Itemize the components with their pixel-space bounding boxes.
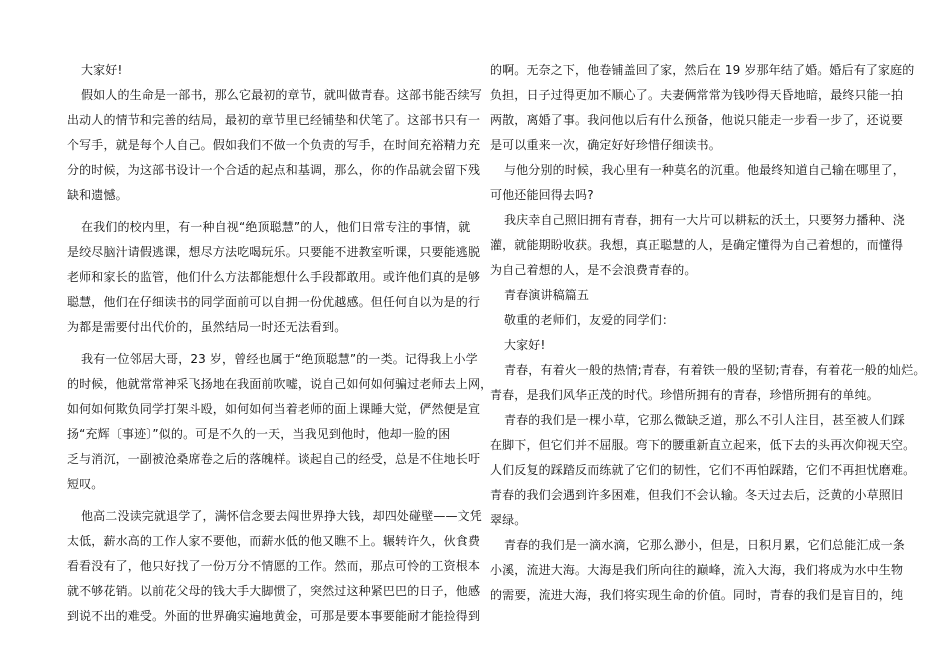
text-line: 到说不出的难受。外面的世界确实遍地黄金，可那是要本事要能耐才能捡得到 — [67, 609, 481, 623]
text-line: 为都是需要付出代价的，虽然结局一时还无法看到。 — [67, 320, 347, 334]
left-paragraphs — [67, 87, 493, 633]
text-line: 与他分别的时候，我心里有一种莫名的沉重。他最终知道自己输在哪里了， — [504, 163, 905, 177]
text-line: 的需要，流进大海，我们将实现生命的价值。同时，青春的我们是盲目的，纯 — [490, 588, 904, 602]
paragraph — [67, 219, 481, 344]
text-line: 为自己着想的人，是不会浪费青春的。 — [490, 263, 697, 277]
paragraph-gap — [67, 212, 460, 219]
text-line: 的啊。无奈之下，他卷铺盖回了家，然后在 19 岁那年结了婚。婚后有了家庭的 — [490, 63, 915, 77]
text-line: 我庆幸自己照旧拥有青春，拥有一大片可以耕耘的沃土，只要努力播种、浇 — [504, 213, 905, 227]
text-line: 在我们的校内里，有一种自视“绝顶聪慧”的人，他们日常专注的事情，就 — [81, 220, 471, 234]
text-line: 缺和遗憾。 — [67, 188, 128, 202]
text-line: 敬重的老师们，友爱的同学们： — [504, 313, 675, 327]
text-line: 分的时候，为这部书设计一个合适的起点和基调，那么，你的作品就会留下残 — [67, 163, 481, 177]
paragraph — [67, 508, 482, 633]
text-line: 扬“充辉〔事迹〕”似的。可是不久的一天，当我见到他时，他却一脸的困 — [67, 427, 451, 441]
text-line: 出动人的情节和完善的结局，最初的章节里已经铺垫和伏笔了。这部书只有一 — [67, 113, 481, 127]
text-line: 是可以重来一次，确定好好珍惜仔细读书。 — [490, 138, 721, 152]
greeting: 大家好! — [81, 63, 123, 77]
text-line: 大家好! — [504, 338, 546, 352]
text-line: 灌，就能期盼收获。我想，真正聪慧的人，是确定懂得为自己着想的，而懂得 — [490, 238, 904, 252]
text-line: 的时候，他就常常神采飞扬地在我面前吹嘘，说自己如何如何骗过老师去上网， — [67, 377, 493, 391]
text-line: 乏与消沉，一副被沧桑席卷之后的落魄样。谈起自己的经受，总是不住地长吁 — [67, 452, 481, 466]
paragraph — [67, 87, 482, 212]
text-line: 青春演讲稿篇五 — [504, 288, 590, 302]
text-line: 可他还能回得去吗? — [490, 188, 594, 202]
text-line: 人们反复的踩踏反而练就了它们的韧性，它们不再怕踩踏，它们不再担忧磨难。 — [490, 463, 916, 477]
left-column — [67, 62, 493, 633]
text-line: 青春的我们是一棵小草，它那么微缺乏道，那么不引人注目，甚至被人们踩 — [504, 413, 905, 427]
text-line: 假如人的生命是一部书，那么它最初的章节，就叫做青春。这部书能否续写 — [81, 88, 482, 102]
text-line: 青春，有着火一般的热情;青春，有着铁一般的坚韧;青春，有着花一般的灿烂。 — [504, 363, 926, 377]
text-line: 老师和家长的监管，他们什么方法都能想什么手段都敢用。或许他们真的是够 — [67, 270, 481, 284]
paragraph-gap — [67, 501, 460, 508]
text-line: 青春的我们会遇到许多困难，但我们不会认输。冬天过去后，泛黄的小草照旧 — [490, 488, 904, 502]
text-line: 青春的我们是一滴水滴，它那么渺小，但是，日积月累，它们总能汇成一条 — [504, 538, 905, 552]
text-line: 聪慧，他们在仔细读书的同学面前可以自拥一份优越感。但任何自以为是的行 — [67, 295, 481, 309]
paragraph-gap — [67, 344, 460, 351]
text-line: 两散，离婚了事。我问他以后有什么预备，他说只能走一步看一步了，还说要 — [490, 113, 904, 127]
text-line: 短叹。 — [67, 477, 104, 491]
text-line: 就不够花销。以前花父母的钱大手大脚惯了，突然过这种紧巴巴的日子，他感 — [67, 584, 481, 598]
text-line: 看看没有了，他只好找了一份万分不情愿的工作。然而，那点可怜的工资根本 — [67, 559, 481, 573]
text-line: 如何如何欺负同学打架斗殴，如何如何当着老师的面上课睡大觉，俨然便是宣 — [67, 402, 481, 416]
text-line: 他高二没读完就退学了，满怀信念要去闯世界挣大钱，却四处碰壁——文凭 — [81, 509, 482, 523]
text-line: 是绞尽脑汁请假逃课，想尽方法吃喝玩乐。只要能不进教室听课，只要能逃脱 — [67, 245, 481, 259]
paragraph — [67, 351, 493, 501]
text-line: 我有一位邻居大哥，23 岁，曾经也属于“绝顶聪慧”的一类。记得我上小学 — [81, 352, 478, 366]
text-line: 翠绿。 — [490, 513, 527, 527]
text-line: 负担，日子过得更加不顺心了。夫妻俩常常为钱吵得天昏地暗，最终只能一拍 — [490, 88, 904, 102]
right-column — [490, 62, 926, 612]
text-line: 青春，是我们风华正茂的时代。珍惜所拥有的青春，珍惜所拥有的单纯。 — [490, 388, 879, 402]
text-line: 小溪，流进大海。大海是我们所向往的巅峰，流入大海，我们将成为水中生物 — [490, 563, 904, 577]
text-line: 在脚下，但它们并不屈服。弯下的腰重新直立起来，低下去的头再次仰视天空。 — [490, 438, 916, 452]
text-line: 太低，薪水高的工作人家不要他，而薪水低的他又瞧不上。辗转许久，伙食费 — [67, 534, 481, 548]
text-line: 个写手，就是每个人自己。假如我们不做一个负责的写手，在时间充裕精力充 — [67, 138, 481, 152]
